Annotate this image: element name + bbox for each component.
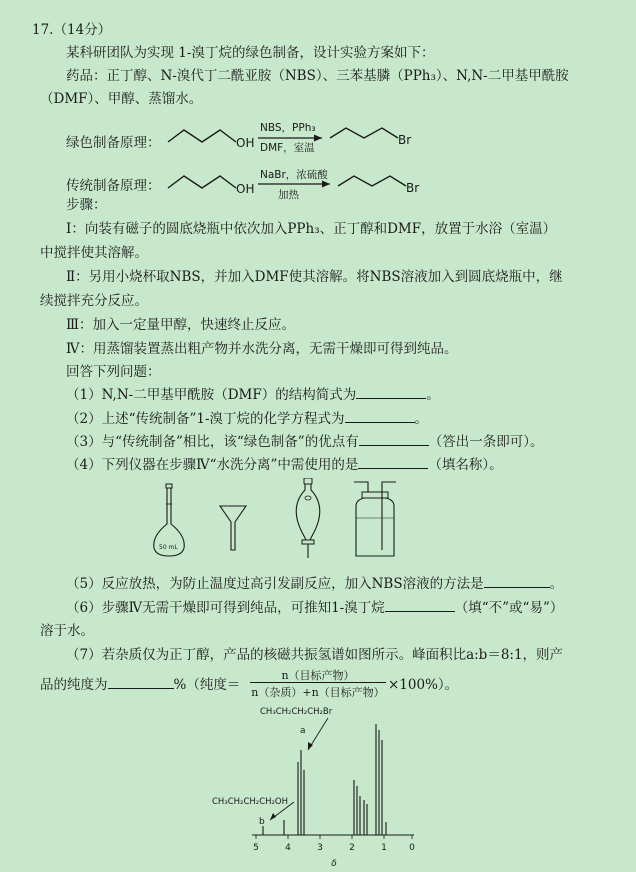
reagents-line-1: 药品：正丁醇、N-溴代丁二酰亚胺（NBS）、三苯基膦（PPh₃）、N,N-二甲基甲酰胺 <box>66 68 569 84</box>
q4-end: （填名称）。 <box>428 457 503 473</box>
axis-label: δ <box>331 859 337 869</box>
q7-answer-blank[interactable] <box>108 676 174 689</box>
question-number: 17. <box>32 22 54 38</box>
q3-answer-blank[interactable] <box>359 433 429 446</box>
question-header <box>32 21 111 39</box>
answer-title: 回答下列问题： <box>66 364 161 380</box>
tick-0: 0 <box>409 843 415 853</box>
q1-text: （1）N,N-二甲基甲酰胺（DMF）的结构简式为 <box>66 387 357 403</box>
step-2-line-2: 续搅拌充分反应。 <box>40 293 148 309</box>
funnel-icon <box>220 506 246 550</box>
reagents-line-2: （DMF）、甲醇、蒸馏水。 <box>40 91 203 107</box>
question-5 <box>66 575 563 593</box>
q6-answer-blank[interactable] <box>385 599 455 612</box>
trad-cond-bottom: 加热 <box>278 189 299 201</box>
gas-washing-bottle-icon <box>354 482 396 556</box>
peak-b-label: b <box>259 817 265 827</box>
q1-end: 。 <box>426 387 440 403</box>
q1-answer-blank[interactable] <box>356 386 426 399</box>
q3-text: （3）与“传统制备”相比，该“绿色制备”的优点有 <box>66 434 359 450</box>
axis-ticks <box>256 835 412 839</box>
step-4: Ⅳ：用蒸馏装置蒸出粗产物并水洗分离，无需干燥即可得到纯品。 <box>66 341 458 357</box>
separatory-funnel-icon <box>296 478 320 558</box>
q5-text: （5）反应放热，为防止温度过高引发副反应，加入NBS溶液的方法是 <box>66 576 484 592</box>
br-label: Br <box>398 133 412 147</box>
step-3: Ⅲ：加入一定量甲醇，快速终止反应。 <box>66 317 296 333</box>
spectrum-peaks <box>263 724 386 835</box>
q6-text: （6）步骤Ⅳ无需干燥即可得到纯品，可推知1-溴丁烷 <box>66 600 385 616</box>
green-reaction-scheme <box>162 118 422 158</box>
q2-text: （2）上述“传统制备”1-溴丁烷的化学方程式为 <box>66 411 345 427</box>
steps-title: 步骤： <box>66 197 107 213</box>
tick-4: 4 <box>285 843 291 853</box>
q2-answer-blank[interactable] <box>345 410 415 423</box>
question-1 <box>66 386 440 404</box>
oh-label: OH <box>236 136 255 150</box>
q5-answer-blank[interactable] <box>484 575 550 588</box>
oh-label: OH <box>236 182 255 196</box>
nmr-spectrum <box>200 700 440 870</box>
question-7-line-1: （7）若杂质仅为正丁醇，产品的核磁共振氢谱如图所示。峰面积比a:b＝8:1，则产 <box>66 647 564 663</box>
volumetric-flask-icon <box>154 484 184 556</box>
step-1-line-2: 中搅拌使其溶解。 <box>40 245 148 261</box>
question-7-line-2 <box>40 676 240 694</box>
green-cond-top: NBS，PPh₃ <box>260 122 316 134</box>
q4-text: （4）下列仪器在步骤Ⅳ“水洗分离”中需使用的是 <box>66 457 359 473</box>
green-cond-bottom: DMF，室温 <box>260 142 315 154</box>
question-4 <box>66 456 503 474</box>
intro-text: 某科研团队为实现 1-溴丁烷的绿色制备，设计实验方案如下： <box>66 45 435 61</box>
trad-cond-top: NaBr，浓硫酸 <box>260 169 328 181</box>
fraction-denominator: n（杂质）+n（目标产物） <box>251 686 385 699</box>
question-6 <box>66 599 563 617</box>
fraction-tail: ×100%）。 <box>388 677 459 693</box>
flask-volume-label: 50 mL <box>159 544 178 551</box>
question-3 <box>66 433 543 451</box>
step-2-line-1: Ⅱ：另用小烧杯取NBS，并加入DMF使其溶解。将NBS溶液加入到圆底烧瓶中，继 <box>66 269 563 285</box>
q5-end: 。 <box>549 576 564 592</box>
step-1-line-1: Ⅰ：向装有磁子的圆底烧瓶中依次加入PPh₃、正丁醇和DMF，放置于水浴（室温） <box>66 221 557 237</box>
peak-a-label: a <box>300 726 306 736</box>
product-structure-label: CH₃CH₂CH₂CH₂Br <box>260 707 333 717</box>
br-label: Br <box>406 181 420 195</box>
q7-text: 品的纯度为 <box>40 677 108 693</box>
tick-2: 2 <box>349 843 355 853</box>
trad-reaction-scheme <box>162 164 432 204</box>
q3-end: （答出一条即可）。 <box>428 434 544 450</box>
fraction-bar <box>250 682 386 683</box>
q6-end: （填“不”或“易”） <box>454 600 564 616</box>
impurity-structure-label: CH₃CH₂CH₂CH₂OH <box>212 797 289 807</box>
question-score: （14分） <box>53 22 112 38</box>
trad-label: 传统制备原理： <box>66 178 161 194</box>
question-6-line-2: 溶于水。 <box>40 623 94 639</box>
green-label: 绿色制备原理： <box>66 135 161 151</box>
tick-5: 5 <box>253 843 259 853</box>
q4-answer-blank[interactable] <box>358 456 428 469</box>
tick-1: 1 <box>381 843 387 853</box>
fraction-numerator: n（目标产物） <box>281 669 355 682</box>
tick-3: 3 <box>317 843 323 853</box>
q2-end: 。 <box>414 411 429 427</box>
question-2 <box>66 410 428 428</box>
apparatus-row <box>140 478 440 568</box>
q7-purity-label: %（纯度＝ <box>173 677 241 693</box>
